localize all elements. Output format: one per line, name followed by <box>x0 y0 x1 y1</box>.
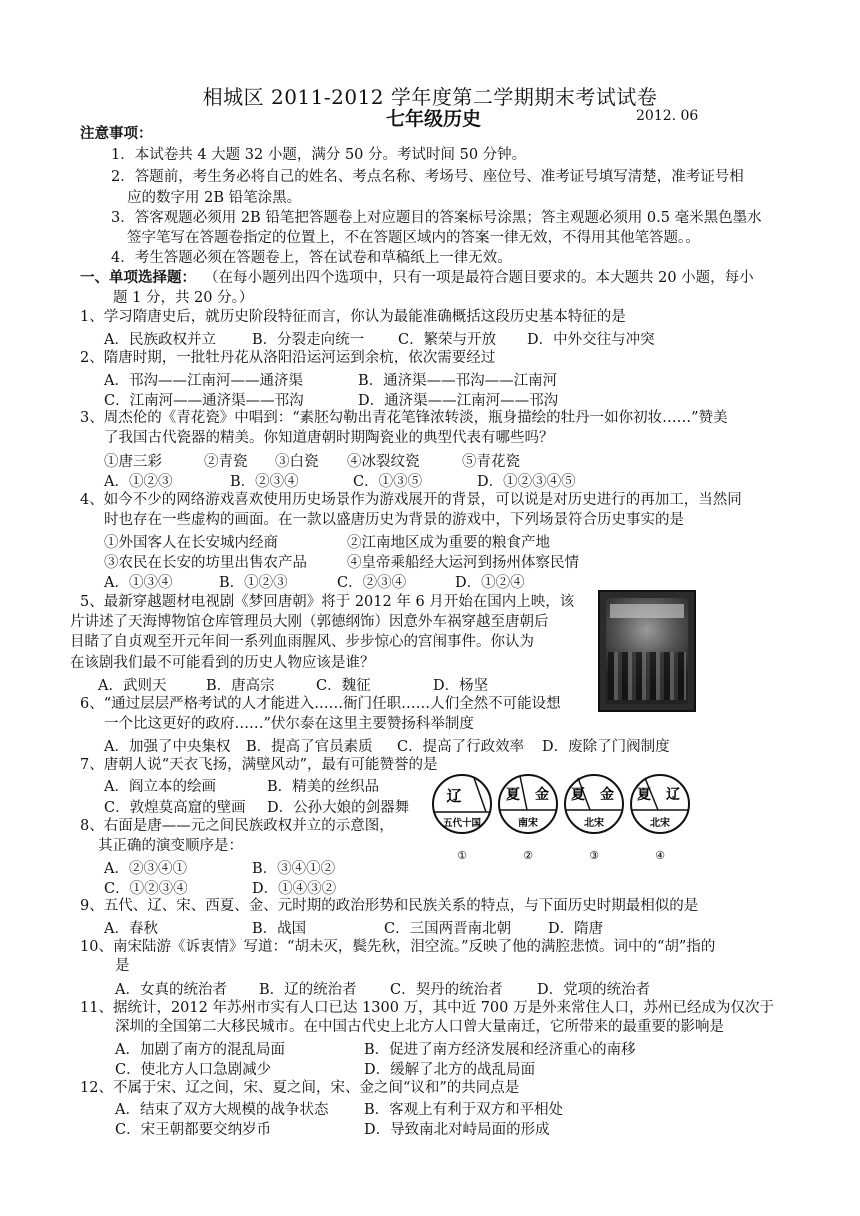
option-a: A．②③④① <box>104 861 187 877</box>
option-d: D．杨坚 <box>433 678 489 694</box>
option-d: D．①④③② <box>252 881 337 897</box>
option-c: C．②③④ <box>337 575 407 591</box>
option-b: B．唐高宗 <box>206 678 275 694</box>
option-b: B．分裂走向统一 <box>252 332 365 348</box>
diagram-number: ③ <box>589 849 599 862</box>
question-stem: 一个比这更好的政府……”伏尔泰在这里主要赞扬科举制度 <box>104 716 474 732</box>
option-a: A．①③④ <box>104 575 173 591</box>
item-2: ②青瓷 <box>204 454 248 470</box>
option-c: C．①③⑤ <box>353 474 423 490</box>
item-3: ③农民在长安的坊里出售农产品 <box>104 555 307 571</box>
option-c: C．宋王朝都要交纳岁币 <box>115 1122 272 1138</box>
option-a: A．阎立本的绘画 <box>104 779 216 795</box>
question-stem: 6、“通过层层严格考试的人才能进入……衙门任职……人们全然不可能设想 <box>80 696 561 712</box>
option-c: C．提高了行政效率 <box>397 739 525 755</box>
question-stem: 了我国古代瓷器的精美。你知道唐朝时期陶瓷业的典型代表有哪些吗？ <box>104 430 554 446</box>
option-b: B．通济渠——邗沟——江南河 <box>358 373 558 389</box>
diagram-label: 北宋 <box>650 818 670 829</box>
notice-item: 2．答题前，考生务必将自己的姓名、考点名称、考场号、座位号、准考证号填写清楚，准考证号相 <box>111 169 744 185</box>
diagram-label: 金 <box>535 787 549 803</box>
question-stem: 深圳的全国第二大移民城市。在中国古代史上北方人口曾大量南迁，它所带来的最重要的影响是 <box>115 1019 724 1035</box>
option-d: D．①②④ <box>455 575 525 591</box>
diagram-label: 辽 <box>666 787 680 803</box>
question-stem: 其正确的演变顺序是： <box>98 838 243 854</box>
option-a: A．加强了中央集权 <box>104 739 231 755</box>
option-a: A．①②③ <box>104 474 173 490</box>
regime-diagram <box>430 766 710 866</box>
option-b: B．提高了官员素质 <box>246 739 373 755</box>
option-a: A．加剧了南方的混乱局面 <box>115 1042 285 1058</box>
option-d: D．废除了门阀制度 <box>542 739 670 755</box>
option-c: C．使北方人口急剧减少 <box>115 1062 272 1078</box>
notice-heading: 注意事项： <box>80 125 153 142</box>
question-stem: 目睹了自贞观至开元年间一系列血雨腥风、步步惊心的宫闱事件。你认为 <box>70 634 534 650</box>
option-c: C．魏征 <box>316 678 371 694</box>
diagram-number: ① <box>457 849 467 862</box>
option-a: A．女真的统治者 <box>115 982 227 998</box>
item-2: ②江南地区成为重要的粮食产地 <box>347 535 550 551</box>
question-stem: 11、据统计，2012 年苏州市实有人口已达 1300 万，其中近 700 万是外来常住人口，苏州已经成为仅次于 <box>80 1000 774 1016</box>
option-b: B．客观上有利于双方和平相处 <box>364 1102 564 1118</box>
option-d: D．通济渠——江南河——邗沟 <box>358 393 559 409</box>
option-b: B．①②③ <box>219 575 288 591</box>
item-5: ⑤青花瓷 <box>462 454 520 470</box>
question-stem: 1、学习隋唐史后，就历史阶段特征而言，你认为最能准确概括这段历史基本特征的是 <box>80 309 626 325</box>
diagram-label: 南宋 <box>518 818 538 829</box>
question-stem: 12、不属于宋、辽之间，宋、夏之间，宋、金之间“议和”的共同点是 <box>80 1080 520 1096</box>
section-desc: 题 1 分，共 20 分。） <box>113 290 254 306</box>
option-b: B．战国 <box>252 921 307 937</box>
question-stem: 3、周杰伦的《青花瓷》中唱到：“素胚勾勒出青花笔锋浓转淡，瓶身描绘的牡丹一如你初妆……”赞美 <box>80 410 728 426</box>
question-stem: 10、南宋陆游《诉衷情》写道：“胡未灭，鬓先秋，泪空流。”反映了他的满腔悲愤。词中的“胡”指的 <box>80 939 716 955</box>
option-b: B．促进了南方经济发展和经济重心的南移 <box>364 1042 636 1058</box>
question-stem: 2、隋唐时期，一批牡丹花从洛阳沿运河运到余杭，依次需要经过 <box>80 350 496 366</box>
option-d: D．隋唐 <box>548 921 604 937</box>
question-stem: 9、五代、辽、宋、西夏、金、元时期的政治形势和民族关系的特点，与下面历史时期最相似的是 <box>80 898 699 914</box>
option-d: D．公孙大娘的剑器舞 <box>267 800 410 816</box>
question-stem: 是 <box>115 958 130 974</box>
item-1: ①外国客人在长安城内经商 <box>104 535 278 551</box>
diagram-label: 北宋 <box>584 818 604 829</box>
option-d: D．导致南北对峙局面的形成 <box>364 1122 550 1138</box>
item-3: ③白瓷 <box>275 454 319 470</box>
question-stem: 时也存在一些虚构的画面。在一款以盛唐历史为背景的游戏中，下列场景符合历史事实的是 <box>104 512 684 528</box>
option-b: B．辽的统治者 <box>259 982 357 998</box>
option-c: C．契丹的统治者 <box>390 982 503 998</box>
tv-drama-poster-image <box>598 590 696 712</box>
option-a: A．民族政权并立 <box>104 332 216 348</box>
notice-item: 4．考生答题必须在答题卷上，答在试卷和草稿纸上一律无效。 <box>111 250 512 266</box>
option-a: A．春秋 <box>104 921 158 937</box>
option-c: C．江南河——通济渠——邗沟 <box>104 393 304 409</box>
diagram-circle-4 <box>631 775 689 862</box>
diagram-circle-1 <box>433 775 491 862</box>
question-stem: 5、最新穿越题材电视剧《梦回唐朝》将于 2012 年 6 月开始在国内上映，该 <box>80 594 575 610</box>
option-d: D．中外交往与冲突 <box>527 332 655 348</box>
question-stem: 4、如今不少的网络游戏喜欢使用历史场景作为游戏展开的背景，可以说是对历史进行的再加工，当然同 <box>80 492 742 508</box>
exam-subtitle: 七年级历史 <box>386 108 482 130</box>
notice-item: 应的数字用 2B 铅笔涂黑。 <box>127 190 302 206</box>
item-4: ④皇帝乘船经大运河到扬州体察民情 <box>347 555 579 571</box>
diagram-label: 五代十国 <box>442 818 482 829</box>
exam-date: 2012. 06 <box>636 108 699 124</box>
option-d: D．缓解了北方的战乱局面 <box>364 1062 536 1078</box>
diagram-label: 夏 <box>571 787 585 803</box>
notice-item: 签字笔写在答题卷指定的位置上，不在答题区域内的答案一律无效，不得用其他笔答题。。 <box>127 230 700 246</box>
question-stem: 片讲述了天海博物馆仓库管理员大刚（郭德纲饰）因意外车祸穿越至唐朝后 <box>70 614 549 630</box>
option-a: A．邗沟——江南河——通济渠 <box>104 373 303 389</box>
option-d: D．党项的统治者 <box>537 982 651 998</box>
exam-title: 相城区 2011-2012 学年度第二学期期末考试试卷 <box>202 85 658 109</box>
option-c: C．三国两晋南北朝 <box>384 921 512 937</box>
diagram-number: ④ <box>655 849 665 862</box>
option-b: B．精美的丝织品 <box>267 779 380 795</box>
diagram-label: 金 <box>600 787 614 803</box>
diagram-label: 夏 <box>637 787 651 803</box>
question-stem: 8、右面是唐——元之间民族政权并立的示意图， <box>80 818 394 834</box>
diagram-circle-2 <box>499 775 557 862</box>
question-stem: 在该剧我们最不可能看到的历史人物应该是谁？ <box>70 655 375 671</box>
option-a: A．武则天 <box>98 678 167 694</box>
diagram-number: ② <box>523 849 533 862</box>
item-4: ④冰裂纹瓷 <box>347 454 420 470</box>
section-heading: 一、单项选择题： <box>80 269 196 286</box>
option-c: C．繁荣与开放 <box>398 332 497 348</box>
option-b: B．③④①② <box>252 861 336 877</box>
notice-item: 3．答客观题必须用 2B 铅笔把答题卷上对应题目的答案标号涂黑；答主观题必须用 0.5 毫米黑色墨水 <box>111 210 762 226</box>
diagram-label: 夏 <box>506 787 520 803</box>
section-desc: （在每小题列出四个选项中，只有一项是最符合题目要求的。本大题共 20 小题，每小 <box>204 270 754 286</box>
diagram-label: 辽 <box>446 787 462 805</box>
option-c: C．敦煌莫高窟的壁画 <box>104 800 246 816</box>
option-a: A．结束了双方大规模的战争状态 <box>115 1102 329 1118</box>
option-d: D．①②③④⑤ <box>477 474 576 490</box>
notice-item: 1．本试卷共 4 大题 32 小题，满分 50 分。考试时间 50 分钟。 <box>111 147 527 163</box>
option-b: B．②③④ <box>230 474 299 490</box>
diagram-circle-3 <box>565 775 623 862</box>
question-stem: 7、唐朝人说“天衣飞扬，满壁风动”，最有可能赞誉的是 <box>80 757 438 773</box>
item-1: ①唐三彩 <box>104 454 162 470</box>
option-c: C．①②③④ <box>104 881 188 897</box>
